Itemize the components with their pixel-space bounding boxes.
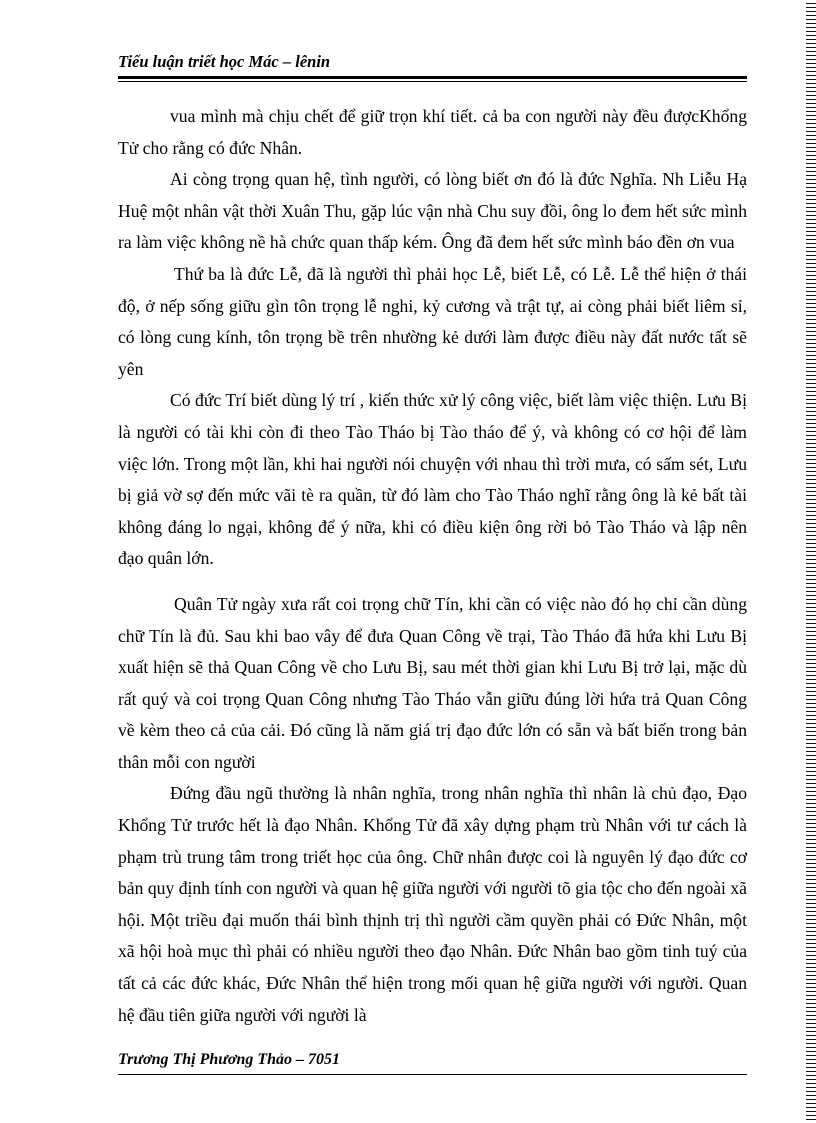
paragraph-4: Có đức Trí biết dùng lý trí , kiến thức xử lý công việc, biết làm việc thiện. Lưu Bị là người có tài khi còn đi theo Tào Tháo bị Tào tháo để ý, và không có cơ hội để làm việc lớn. Trong một lần, khi hai người nói chuyện với nhau thì trời mưa, có sấm sét, Lưu bị giả vờ sợ đến mức vãi tè ra quần, từ đó làm cho Tào Tháo nghĩ rằng ông là kẻ bất tài không đáng lo ngại, không để ý nữa, khi có điều kiện ông rời bỏ Tào Tháo và lập nên đạo quân lớn. xyxy=(118,390,747,569)
paragraph-3: Thứ ba là đức Lễ, đã là người thì phải học Lễ, biết Lễ, có Lễ. Lễ thể hiện ở thái độ, ở nếp sống giữu gìn tôn trọng lễ nghi, kỷ cương và trật tự, ai còng phải biết liêm sỉ, có lòng cung kính, tôn trọng bề trên nhường kẻ dưới làm được điều này đất nước tất sẽ yên xyxy=(118,263,747,379)
scan-edge-strip xyxy=(806,0,816,1123)
footer-author: Trương Thị Phương Thảo – 7051 xyxy=(118,1051,341,1068)
paragraph-1: vua mình mà chịu chết để giữ trọn khí tiết. cả ba con người này đều đượcKhổng Tử cho rằng có đức Nhân. xyxy=(118,106,747,158)
page-footer xyxy=(118,1050,747,1070)
document-body xyxy=(118,101,747,1031)
paragraph-2: Ai còng trọng quan hệ, tình người, có lòng biết ơn đó là đức Nghĩa. Nh Liễu Hạ Huệ một nhân vật thời Xuân Thu, gặp lúc vận nhà Chu suy đồi, ông lo đem hết sức mình ra làm việc không nề hà chức quan thấp kém. Ông đã đem hết sức mình báo đền ơn vua xyxy=(118,169,747,253)
page-header xyxy=(118,52,747,72)
header-rule-thin xyxy=(118,81,747,82)
header-rule-thick xyxy=(118,76,747,79)
footer-rule xyxy=(118,1074,747,1075)
header-title: Tiểu luận triết học Mác – lênin xyxy=(118,52,331,71)
paragraph-6: Đứng đầu ngũ thường là nhân nghĩa, trong nhân nghĩa thì nhân là chủ đạo, Đạo Khổng Tử trước hết là đạo Nhân. Khổng Tử đã xây dựng phạm trù Nhân với tư cách là phạm trù trung tâm trong triết học của ông. Chữ nhân được coi là nguyên lý đạo đức cơ bản quy định tính con người và quan hệ giữa người với người tõ gia tộc cho đến ngoài xã hội. Một triều đại muốn thái bình thịnh trị thì người cầm quyền phải có Đức Nhân, một xã hội hoà mục thì phải có nhiều người theo đạo Nhân. Đức Nhân bao gồm tinh tuý của tất cả các đức khác, Đức Nhân thể hiện trong mối quan hệ giữa người với người. Quan hệ đầu tiên giữa người với người là xyxy=(118,783,747,1025)
paragraph-5: Quân Tử ngày xưa rất coi trọng chữ Tín, khi cần có việc nào đó họ chỉ cần dùng chữ Tín là đủ. Sau khi bao vây để đưa Quan Công về trại, Tào Tháo đã hứa khi Lưu Bị xuất hiện sẽ thả Quan Công về cho Lưu Bị, sau mét thời gian khi Lưu Bị trở lại, mặc dù rất quý và coi trọng Quan Công nhưng Tào Tháo vẫn giữu đúng lời hứa trả Quan Công về kèm theo cả của cải. Đó cũng là năm giá trị đạo đức lớn có sẵn và bất biến trong bản thân mỗi con người xyxy=(118,593,747,772)
